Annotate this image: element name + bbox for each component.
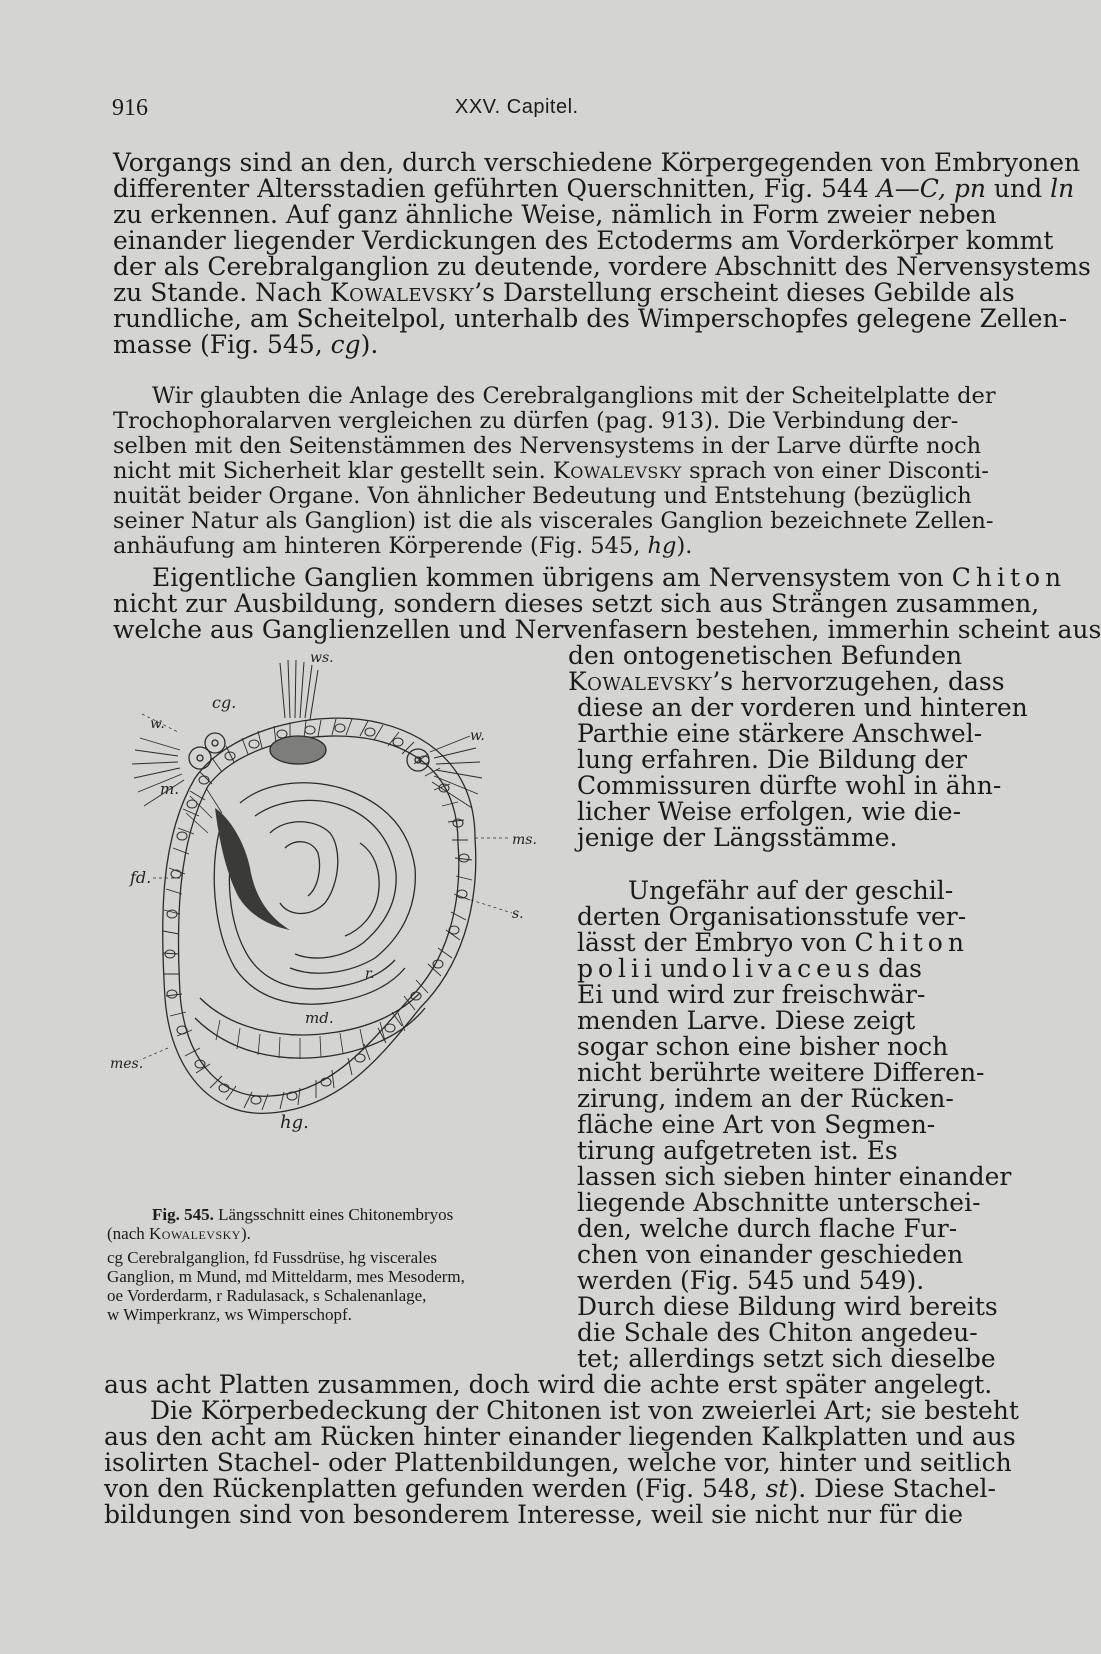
text-line: aus acht Platten zusammen, doch wird die achte erst später angelegt. [104, 1370, 993, 1399]
label-mes: mes. [110, 1056, 144, 1072]
text-line: zirung, indem an der Rücken- [577, 1084, 954, 1113]
text-line: masse (Fig. 545, cg). [113, 330, 379, 359]
text-line: lassen sich sieben hinter einander [577, 1162, 1012, 1191]
label-md: md. [305, 1009, 334, 1027]
text-line: chen von einander geschieden [577, 1240, 964, 1269]
text-line: nicht zur Ausbildung, sondern dieses setzt sich aus Strängen zusammen, [113, 589, 1040, 618]
caption-title-line: Fig. 545. Längsschnitt eines Chitonembryos [152, 1205, 454, 1224]
text-line: nicht mit Sicherheit klar gestellt sein. Kowalevsky sprach von einer Disconti- [113, 458, 989, 484]
text-line: den ontogenetischen Befunden [568, 641, 963, 670]
text-line: Wir glaubten die Anlage des Cerebralganglions mit der Scheitelplatte der [152, 383, 996, 409]
text-line: den, welche durch flache Fur- [577, 1214, 958, 1243]
text-line: derten Organisationsstufe ver- [577, 902, 967, 931]
text-line: Kowalevsky’s hervorzugehen, dass [568, 667, 1005, 696]
text-line: seiner Natur als Ganglion) ist die als viscerales Ganglion bezeichnete Zellen- [113, 508, 994, 534]
label-s: s. [512, 906, 524, 922]
text-line: menden Larve. Diese zeigt [577, 1006, 916, 1035]
text-line: bildungen sind von besonderem Interesse, weil sie nicht nur für die [104, 1500, 964, 1529]
text-line: isolirten Stachel- oder Plattenbildungen, welche vor, hinter und seitlich [104, 1448, 1012, 1477]
text-line: selben mit den Seitenstämmen des Nervensystems in der Larve dürfte noch [113, 433, 982, 459]
text-line: nuität beider Organe. Von ähnlicher Bedeutung und Entstehung (bezüglich [113, 483, 972, 509]
text-line: werden (Fig. 545 und 549). [577, 1266, 925, 1295]
text-line: der als Cerebralganglion zu deutende, vordere Abschnitt des Nervensystems [113, 252, 1091, 281]
text-line: Trochophoralarven vergleichen zu dürfen (pag. 913). Die Verbindung der- [113, 408, 959, 434]
caption-legend-line: w Wimperkranz, ws Wimperschopf. [107, 1305, 352, 1324]
chiton-embryo-figure [110, 650, 550, 1198]
chapter-title: XXV. Capitel. [455, 96, 579, 118]
caption-legend-line: oe Vorderdarm, r Radulasack, s Schalenanlage, [107, 1286, 427, 1305]
label-ms-right: ms. [512, 832, 537, 848]
text-line: von den Rückenplatten gefunden werden (Fig. 548, st). Diese Stachel- [104, 1474, 996, 1503]
label-m: m. [160, 780, 179, 798]
text-line: fläche eine Art von Segmen- [577, 1110, 936, 1139]
caption-line: (nach Kowalevsky). [107, 1224, 251, 1243]
text-line: differenter Altersstadien geführten Querschnitten, Fig. 544 A—C, pn und ln [113, 174, 1075, 203]
text-line: Ei und wird zur freischwär- [577, 980, 926, 1009]
text-line: Durch diese Bildung wird bereits [577, 1292, 998, 1321]
page-number: 916 [112, 95, 148, 121]
text-line: rundliche, am Scheitelpol, unterhalb des Wimperschopfes gelegene Zellen- [113, 304, 1068, 333]
text-line: polii und olivaceus das [577, 954, 922, 983]
text-line: einander liegender Verdickungen des Ectoderms am Vorderkörper kommt [113, 226, 1054, 255]
text-line: zu Stande. Nach Kowalevsky’s Darstellung erscheint dieses Gebilde als [113, 278, 1015, 307]
text-line: lung erfahren. Die Bildung der [577, 745, 967, 774]
text-line: nicht berührte weitere Differen- [577, 1058, 985, 1087]
label-w-left: w. [150, 716, 165, 732]
text-line: sogar schon eine bisher noch [577, 1032, 949, 1061]
label-r: r. [365, 966, 375, 982]
text-line: Parthie eine stärkere Anschwel- [577, 719, 983, 748]
text-line: jenige der Längsstämme. [577, 823, 898, 852]
text-line: liegende Abschnitte unterschei- [577, 1188, 981, 1217]
text-line: Commissuren dürfte wohl in ähn- [577, 771, 1002, 800]
text-line: lässt der Embryo von Chiton [577, 928, 969, 957]
text-line: Eigentliche Ganglien kommen übrigens am Nervensystem von Chiton [152, 563, 1067, 592]
label-hg: hg. [280, 1112, 309, 1133]
text-line: Ungefähr auf der geschil- [628, 876, 954, 905]
text-line: licher Weise erfolgen, wie die- [577, 797, 962, 826]
text-line: anhäufung am hinteren Körperende (Fig. 545, hg). [113, 533, 693, 559]
label-cg: cg. [212, 693, 237, 712]
caption-legend-line: cg Cerebralganglion, fd Fussdrüse, hg viscerales [107, 1248, 437, 1267]
text-line: die Schale des Chiton angedeu- [577, 1318, 978, 1347]
label-fd: fd. [130, 868, 152, 887]
text-line: welche aus Ganglienzellen und Nervenfasern bestehen, immerhin scheint aus [113, 615, 1101, 644]
text-line: aus den acht am Rücken hinter einander liegenden Kalkplatten und aus [104, 1422, 1016, 1451]
text-line: Vorgangs sind an den, durch verschiedene Körpergegenden von Embryonen [113, 148, 1081, 177]
text-line: Die Körperbedeckung der Chitonen ist von zweierlei Art; sie besteht [150, 1396, 1019, 1425]
label-ws: ws. [310, 650, 334, 666]
text-line: tet; allerdings setzt sich dieselbe [577, 1344, 996, 1373]
caption-legend-line: Ganglion, m Mund, md Mitteldarm, mes Mesoderm, [107, 1267, 465, 1286]
text-line: zu erkennen. Auf ganz ähnliche Weise, nämlich in Form zweier neben [113, 200, 997, 229]
label-w-right: w. [470, 728, 485, 744]
text-line: diese an der vorderen und hinteren [577, 693, 1028, 722]
text-line: tirung aufgetreten ist. Es [577, 1136, 898, 1165]
